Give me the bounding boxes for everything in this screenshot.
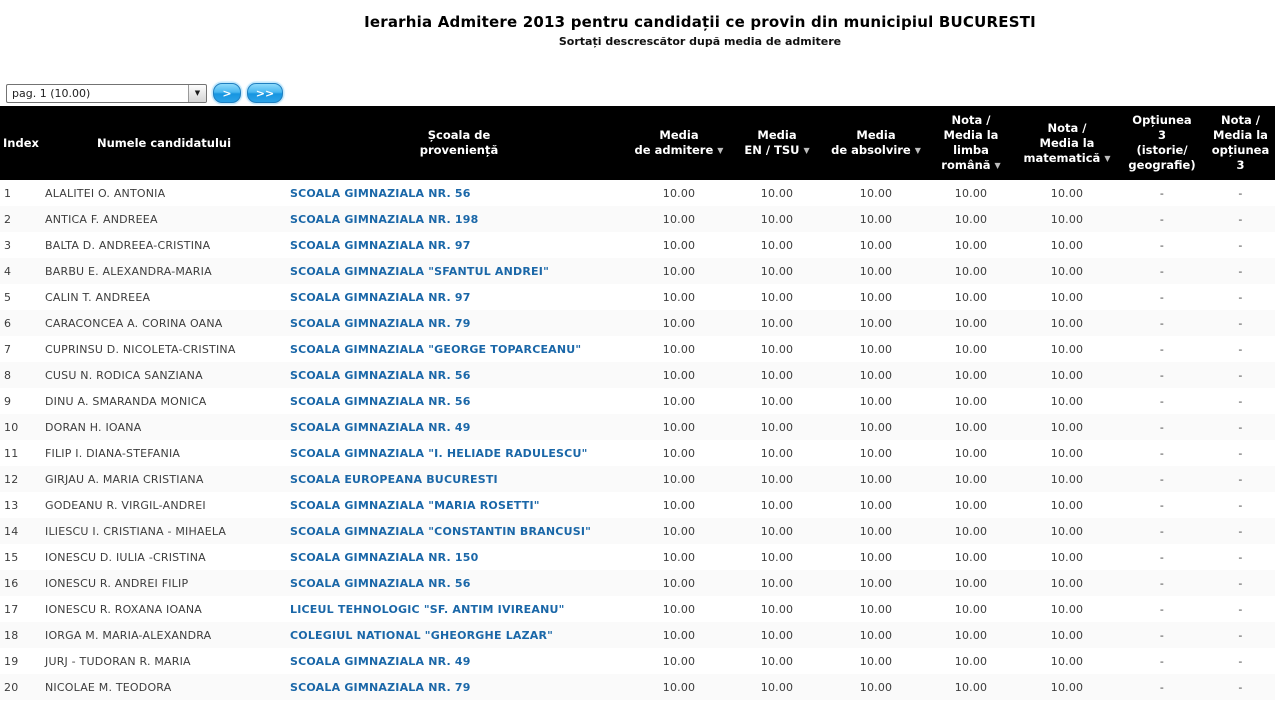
school-link[interactable]: SCOALA GIMNAZIALA NR. 49	[290, 654, 471, 668]
score-cell: -	[1159, 186, 1165, 200]
column-header-optiunea_3	[1118, 106, 1206, 180]
row-index-cell: 12	[4, 472, 19, 486]
column-header-label: de admitere ▼	[634, 143, 724, 157]
row-index-cell: 1	[4, 186, 12, 200]
score-cell: 10.00	[662, 186, 696, 200]
score-cell: -	[1159, 446, 1165, 460]
score-cell: 10.00	[954, 628, 988, 642]
table-header-row	[0, 106, 1275, 180]
column-header-label: de absolvire ▼	[831, 143, 921, 157]
school-cell	[288, 466, 630, 492]
row-index-cell: 20	[4, 680, 19, 694]
score-cell: 10.00	[954, 238, 988, 252]
score-cell: -	[1238, 264, 1243, 278]
sort-desc-icon[interactable]: ▼	[914, 146, 921, 155]
score-cell: 10.00	[1050, 472, 1084, 486]
table-row	[0, 492, 1275, 518]
score-cell: 10.00	[859, 446, 893, 460]
score-cell: 10.00	[662, 654, 696, 668]
school-link[interactable]: LICEUL TEHNOLOGIC "SF. ANTIM IVIREANU"	[290, 602, 565, 616]
candidate-name-cell: NICOLAE M. TEODORA	[45, 680, 172, 694]
column-header-media_absolvire[interactable]	[826, 106, 926, 180]
score-cell: -	[1238, 342, 1243, 356]
last-page-button[interactable]: >>	[247, 83, 283, 103]
column-header-label: Index	[3, 135, 39, 150]
row-index-cell: 18	[4, 628, 19, 642]
score-cell: 10.00	[760, 316, 794, 330]
score-cell: 10.00	[954, 576, 988, 590]
row-index-cell: 14	[4, 524, 19, 538]
score-cell: -	[1238, 290, 1243, 304]
score-cell: 10.00	[662, 316, 696, 330]
score-cell: -	[1159, 394, 1165, 408]
candidate-name-cell: CUPRINSU D. NICOLETA-CRISTINA	[45, 342, 236, 356]
candidate-name-cell: DORAN H. IOANA	[45, 420, 142, 434]
school-cell	[288, 596, 630, 622]
school-link[interactable]: SCOALA EUROPEANA BUCURESTI	[290, 472, 498, 486]
column-header-index	[0, 106, 40, 180]
score-cell: 10.00	[662, 498, 696, 512]
score-cell: -	[1238, 498, 1243, 512]
score-cell: 10.00	[859, 550, 893, 564]
score-cell: -	[1238, 602, 1243, 616]
school-cell	[288, 232, 630, 258]
score-cell: 10.00	[1050, 342, 1084, 356]
score-cell: -	[1238, 238, 1243, 252]
school-link[interactable]: SCOALA GIMNAZIALA "MARIA ROSETTI"	[290, 498, 540, 512]
candidate-name-cell: BALTA D. ANDREEA-CRISTINA	[45, 238, 211, 252]
score-cell: -	[1238, 654, 1243, 668]
score-cell: 10.00	[954, 602, 988, 616]
score-cell: 10.00	[662, 368, 696, 382]
candidate-name-cell: IORGA M. MARIA-ALEXANDRA	[45, 628, 212, 642]
row-index-cell: 6	[4, 316, 12, 330]
score-cell: 10.00	[760, 420, 794, 434]
score-cell: 10.00	[662, 576, 696, 590]
score-cell: -	[1159, 238, 1165, 252]
row-index-cell: 7	[4, 342, 12, 356]
score-cell: 10.00	[760, 394, 794, 408]
table-row	[0, 206, 1275, 232]
score-cell: -	[1238, 420, 1243, 434]
score-cell: 10.00	[760, 264, 794, 278]
score-cell: 10.00	[954, 654, 988, 668]
score-cell: 10.00	[954, 524, 988, 538]
school-cell	[288, 570, 630, 596]
school-cell	[288, 206, 630, 232]
candidate-name-cell: ALALITEI O. ANTONIA	[45, 186, 166, 200]
table-row	[0, 466, 1275, 492]
school-cell	[288, 440, 630, 466]
column-header-nota_optiunea_3	[1206, 106, 1275, 180]
table-row	[0, 648, 1275, 674]
table-row	[0, 674, 1275, 700]
score-cell: 10.00	[954, 212, 988, 226]
candidate-name-cell: IONESCU R. ROXANA IOANA	[45, 602, 203, 616]
score-cell: 10.00	[662, 212, 696, 226]
score-cell: 10.00	[1050, 498, 1084, 512]
score-cell: 10.00	[1050, 602, 1084, 616]
score-cell: -	[1238, 368, 1243, 382]
score-cell: -	[1159, 602, 1165, 616]
column-header-label: EN / TSU ▼	[744, 143, 810, 157]
candidate-name-cell: CARACONCEA A. CORINA OANA	[45, 316, 223, 330]
row-index-cell: 2	[4, 212, 12, 226]
score-cell: -	[1238, 472, 1243, 486]
school-link[interactable]: COLEGIUL NATIONAL "GHEORGHE LAZAR"	[290, 628, 554, 642]
score-cell: 10.00	[859, 342, 893, 356]
score-cell: 10.00	[662, 472, 696, 486]
score-cell: 10.00	[859, 628, 893, 642]
score-cell: -	[1159, 576, 1165, 590]
score-cell: -	[1238, 576, 1243, 590]
column-header-label: Școala de	[427, 128, 491, 142]
school-cell	[288, 336, 630, 362]
score-cell: 10.00	[859, 394, 893, 408]
school-cell	[288, 544, 630, 570]
score-cell: 10.00	[954, 394, 988, 408]
score-cell: 10.00	[954, 446, 988, 460]
score-cell: 10.00	[662, 394, 696, 408]
score-cell: 10.00	[954, 550, 988, 564]
column-header-label: Media la	[1213, 128, 1268, 142]
score-cell: -	[1238, 446, 1243, 460]
score-cell: 10.00	[760, 342, 794, 356]
table-row	[0, 388, 1275, 414]
score-cell: 10.00	[760, 212, 794, 226]
score-cell: 10.00	[760, 290, 794, 304]
table-row	[0, 362, 1275, 388]
candidate-name-cell: JURJ - TUDORAN R. MARIA	[45, 654, 191, 668]
school-link[interactable]: SCOALA GIMNAZIALA NR. 56	[290, 186, 471, 200]
candidate-name-cell: IONESCU R. ANDREI FILIP	[45, 576, 189, 590]
score-cell: -	[1159, 472, 1165, 486]
score-cell: 10.00	[760, 602, 794, 616]
score-cell: 10.00	[760, 628, 794, 642]
score-cell: 10.00	[859, 576, 893, 590]
row-index-cell: 8	[4, 368, 12, 382]
table-row	[0, 310, 1275, 336]
school-link[interactable]: SCOALA GIMNAZIALA NR. 79	[290, 680, 471, 694]
score-cell: 10.00	[954, 368, 988, 382]
score-cell: 10.00	[859, 420, 893, 434]
row-index-cell: 11	[4, 446, 19, 460]
score-cell: 10.00	[954, 342, 988, 356]
column-header-label: (istorie/	[1136, 143, 1188, 157]
score-cell: 10.00	[760, 368, 794, 382]
score-cell: -	[1159, 264, 1165, 278]
school-cell	[288, 648, 630, 674]
school-link[interactable]: SCOALA GIMNAZIALA NR. 56	[290, 576, 471, 590]
score-cell: 10.00	[859, 368, 893, 382]
column-header-label: proveniență	[419, 143, 499, 157]
score-cell: 10.00	[760, 550, 794, 564]
school-link[interactable]: SCOALA GIMNAZIALA NR. 49	[290, 420, 471, 434]
score-cell: 10.00	[859, 290, 893, 304]
page-subtitle: Sortați descrescător după media de admitere	[558, 35, 842, 48]
sort-desc-icon[interactable]: ▼	[717, 146, 724, 155]
column-header-label: geografie)	[1128, 158, 1196, 172]
column-header-media_admitere[interactable]	[630, 106, 728, 180]
score-cell: 10.00	[859, 472, 893, 486]
column-header-label: 3	[1157, 128, 1166, 142]
row-index-cell: 19	[4, 654, 19, 668]
column-header-label: Media la	[943, 128, 999, 142]
candidate-name-cell: BARBU E. ALEXANDRA-MARIA	[45, 264, 212, 278]
column-header-label: Media	[659, 128, 699, 142]
score-cell: -	[1238, 524, 1243, 538]
score-cell: 10.00	[662, 264, 696, 278]
column-header-label: Media	[757, 128, 797, 142]
score-cell: 10.00	[954, 498, 988, 512]
score-cell: -	[1238, 550, 1243, 564]
score-cell: 10.00	[760, 498, 794, 512]
next-page-button[interactable]: >	[213, 83, 241, 103]
column-header-label: română ▼	[941, 158, 1001, 172]
score-cell: 10.00	[1050, 212, 1084, 226]
school-cell	[288, 674, 630, 700]
score-cell: 10.00	[1050, 420, 1084, 434]
score-cell: -	[1159, 368, 1165, 382]
row-index-cell: 16	[4, 576, 19, 590]
school-cell	[288, 622, 630, 648]
pagination-bar	[6, 83, 1275, 103]
score-cell: 10.00	[662, 290, 696, 304]
score-cell: 10.00	[1050, 628, 1084, 642]
score-cell: 10.00	[859, 654, 893, 668]
score-cell: -	[1159, 420, 1165, 434]
score-cell: 10.00	[760, 654, 794, 668]
table-row	[0, 258, 1275, 284]
candidate-name-cell: ILIESCU I. CRISTIANA - MIHAELA	[45, 524, 227, 538]
page-select[interactable]	[6, 84, 207, 103]
score-cell: 10.00	[1050, 186, 1084, 200]
table-row	[0, 284, 1275, 310]
score-cell: 10.00	[662, 602, 696, 616]
score-cell: 10.00	[1050, 680, 1084, 694]
score-cell: -	[1159, 628, 1165, 642]
candidate-name-cell: GODEANU R. VIRGIL-ANDREI	[45, 498, 206, 512]
score-cell: 10.00	[859, 680, 893, 694]
school-cell	[288, 310, 630, 336]
school-cell	[288, 258, 630, 284]
table-row	[0, 180, 1275, 206]
school-link[interactable]: SCOALA GIMNAZIALA NR. 97	[290, 290, 471, 304]
score-cell: 10.00	[954, 420, 988, 434]
page-title: Ierarhia Admitere 2013 pentru candidații ce provin din municipiul BUCURESTI	[364, 13, 1036, 31]
column-header-label: Nota /	[1047, 120, 1087, 135]
column-header-label: 3	[1236, 158, 1245, 172]
score-cell: 10.00	[1050, 654, 1084, 668]
score-cell: 10.00	[760, 186, 794, 200]
score-cell: -	[1159, 524, 1165, 538]
candidate-name-cell: FILIP I. DIANA-STEFANIA	[45, 446, 181, 460]
score-cell: -	[1238, 628, 1243, 642]
column-header-label: Media	[856, 128, 896, 142]
score-cell: 10.00	[954, 290, 988, 304]
score-cell: 10.00	[662, 446, 696, 460]
score-cell: -	[1159, 342, 1165, 356]
school-cell	[288, 492, 630, 518]
school-link[interactable]: SCOALA GIMNAZIALA NR. 56	[290, 368, 471, 382]
row-index-cell: 4	[4, 264, 12, 278]
table-row	[0, 336, 1275, 362]
score-cell: 10.00	[662, 420, 696, 434]
column-header-label: Opțiunea	[1132, 113, 1192, 127]
score-cell: 10.00	[859, 498, 893, 512]
score-cell: -	[1238, 680, 1243, 694]
page-select-value: pag. 1 (10.00)	[12, 86, 91, 100]
row-index-cell: 13	[4, 498, 19, 512]
candidate-name-cell: ANTICA F. ANDREEA	[45, 212, 158, 226]
candidate-name-cell: IONESCU D. IULIA -CRISTINA	[45, 550, 206, 564]
column-header-media_en_tsu[interactable]	[728, 106, 826, 180]
score-cell: 10.00	[662, 550, 696, 564]
score-cell: 10.00	[1050, 316, 1084, 330]
score-cell: -	[1159, 550, 1165, 564]
row-index-cell: 5	[4, 290, 12, 304]
score-cell: 10.00	[859, 186, 893, 200]
column-header-label: limba	[953, 143, 989, 157]
table-row	[0, 440, 1275, 466]
column-header-label: opțiunea	[1211, 143, 1270, 157]
school-link[interactable]: SCOALA GIMNAZIALA NR. 79	[290, 316, 471, 330]
sort-desc-icon[interactable]: ▼	[994, 161, 1001, 170]
school-link[interactable]: SCOALA GIMNAZIALA "SFANTUL ANDREI"	[290, 264, 549, 278]
school-link[interactable]: SCOALA GIMNAZIALA NR. 198	[290, 212, 479, 226]
score-cell: 10.00	[859, 212, 893, 226]
score-cell: 10.00	[662, 342, 696, 356]
score-cell: 10.00	[1050, 238, 1084, 252]
score-cell: -	[1159, 654, 1165, 668]
school-cell	[288, 518, 630, 544]
score-cell: 10.00	[954, 264, 988, 278]
row-index-cell: 10	[4, 420, 19, 434]
score-cell: 10.00	[859, 238, 893, 252]
school-cell	[288, 414, 630, 440]
row-index-cell: 17	[4, 602, 19, 616]
score-cell: 10.00	[1050, 290, 1084, 304]
score-cell: 10.00	[760, 524, 794, 538]
candidate-name-cell: GIRJAU A. MARIA CRISTIANA	[45, 472, 204, 486]
table-row	[0, 232, 1275, 258]
score-cell: 10.00	[954, 316, 988, 330]
score-cell: 10.00	[662, 680, 696, 694]
score-cell: 10.00	[859, 524, 893, 538]
score-cell: 10.00	[1050, 368, 1084, 382]
column-header-school	[288, 106, 630, 180]
school-link[interactable]: SCOALA GIMNAZIALA "I. HELIADE RADULESCU"	[290, 446, 588, 460]
title-block	[0, 13, 1275, 48]
score-cell: 10.00	[1050, 394, 1084, 408]
column-header-nota_romana[interactable]	[926, 106, 1016, 180]
results-table	[0, 106, 1275, 700]
score-cell: -	[1238, 212, 1243, 226]
score-cell: 10.00	[954, 186, 988, 200]
score-cell: 10.00	[859, 602, 893, 616]
candidate-name-cell: CUSU N. RODICA SANZIANA	[45, 368, 203, 382]
sort-desc-icon[interactable]: ▼	[803, 146, 810, 155]
score-cell: 10.00	[760, 238, 794, 252]
score-cell: 10.00	[662, 628, 696, 642]
table-row	[0, 518, 1275, 544]
score-cell: 10.00	[1050, 576, 1084, 590]
school-link[interactable]: SCOALA GIMNAZIALA NR. 56	[290, 394, 471, 408]
score-cell: -	[1159, 212, 1165, 226]
column-header-label: Media la	[1039, 135, 1095, 150]
score-cell: 10.00	[1050, 446, 1084, 460]
score-cell: 10.00	[1050, 264, 1084, 278]
school-cell	[288, 180, 630, 206]
score-cell: -	[1159, 290, 1165, 304]
column-header-label: Nota /	[1221, 113, 1260, 127]
score-cell: 10.00	[954, 472, 988, 486]
score-cell: 10.00	[859, 264, 893, 278]
table-row	[0, 622, 1275, 648]
score-cell: 10.00	[760, 472, 794, 486]
score-cell: 10.00	[662, 524, 696, 538]
score-cell: 10.00	[760, 576, 794, 590]
column-header-nota_matematica[interactable]	[1016, 106, 1118, 180]
score-cell: -	[1159, 680, 1165, 694]
score-cell: 10.00	[859, 316, 893, 330]
score-cell: 10.00	[1050, 524, 1084, 538]
row-index-cell: 9	[4, 394, 12, 408]
score-cell: 10.00	[760, 680, 794, 694]
candidate-name-cell: DINU A. SMARANDA MONICA	[45, 394, 207, 408]
column-header-label: matematică ▼	[1023, 150, 1111, 165]
sort-desc-icon[interactable]: ▼	[1104, 153, 1111, 163]
column-header-label: Nota /	[951, 113, 991, 127]
column-header-name	[40, 106, 288, 180]
school-link[interactable]: SCOALA GIMNAZIALA "CONSTANTIN BRANCUSI"	[290, 524, 592, 538]
score-cell: 10.00	[954, 680, 988, 694]
table-row	[0, 414, 1275, 440]
school-link[interactable]: SCOALA GIMNAZIALA "GEORGE TOPARCEANU"	[290, 342, 582, 356]
school-link[interactable]: SCOALA GIMNAZIALA NR. 97	[290, 238, 471, 252]
score-cell: 10.00	[1050, 550, 1084, 564]
score-cell: 10.00	[662, 238, 696, 252]
school-cell	[288, 388, 630, 414]
score-cell: -	[1159, 316, 1165, 330]
score-cell: -	[1238, 316, 1243, 330]
table-row	[0, 596, 1275, 622]
score-cell: -	[1238, 394, 1243, 408]
dropdown-arrow-icon[interactable]: ▼	[188, 85, 206, 102]
school-cell	[288, 362, 630, 388]
score-cell: -	[1159, 498, 1165, 512]
row-index-cell: 15	[4, 550, 19, 564]
school-cell	[288, 284, 630, 310]
table-row	[0, 544, 1275, 570]
table-row	[0, 570, 1275, 596]
column-header-label: Numele candidatului	[96, 135, 232, 150]
candidate-name-cell: CALIN T. ANDREEA	[45, 290, 151, 304]
score-cell: 10.00	[760, 446, 794, 460]
score-cell: -	[1238, 186, 1243, 200]
row-index-cell: 3	[4, 238, 12, 252]
school-link[interactable]: SCOALA GIMNAZIALA NR. 150	[290, 550, 479, 564]
